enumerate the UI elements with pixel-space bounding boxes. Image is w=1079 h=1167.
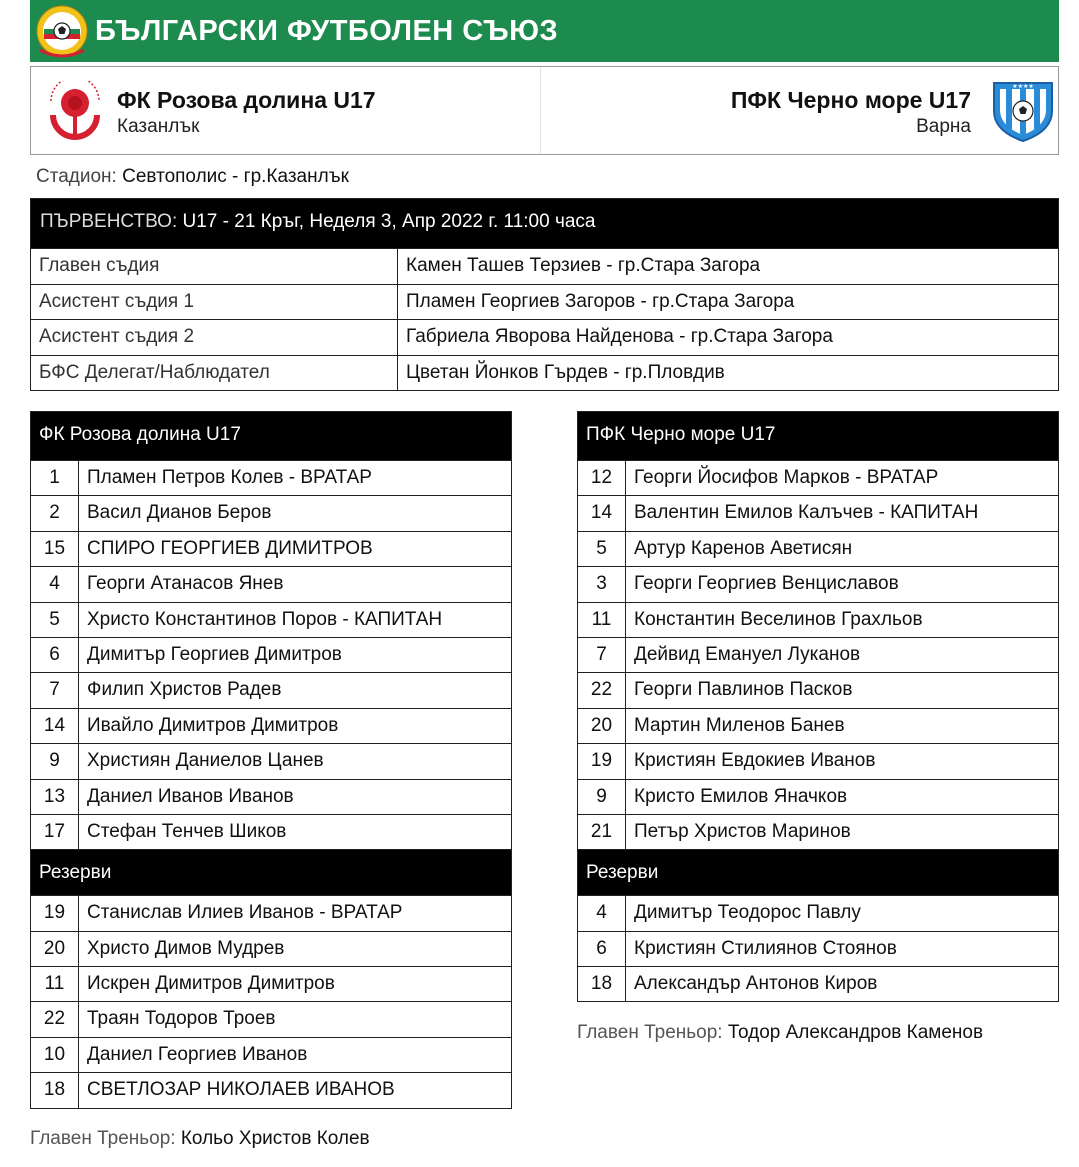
player-number: 4 xyxy=(578,896,626,930)
player-row xyxy=(578,672,1058,707)
player-number: 5 xyxy=(31,603,79,637)
home-team-crest-icon xyxy=(47,81,103,143)
player-name: Георги Йосифов Марков - ВРАТАР xyxy=(634,467,939,488)
player-row xyxy=(578,779,1058,814)
championship-value: U17 - 21 Кръг, Неделя 3, Апр 2022 г. 11:00 часа xyxy=(182,211,596,232)
player-name: Мартин Миленов Банев xyxy=(634,714,845,736)
bfs-logo-icon xyxy=(36,4,88,58)
player-name: Кристо Емилов Яначков xyxy=(634,785,848,807)
player-row xyxy=(578,531,1058,566)
player-number: 13 xyxy=(31,780,79,814)
official-name: Габриела Яворова Найденова - гр.Стара Загора xyxy=(406,326,833,347)
player-row xyxy=(31,531,511,566)
player-name: Стефан Тенчев Шиков xyxy=(87,820,287,842)
player-row xyxy=(31,495,511,530)
player-number: 3 xyxy=(578,567,626,601)
championship-header xyxy=(31,199,1058,248)
player-name: Васил Дианов Беров xyxy=(87,502,272,524)
official-row xyxy=(31,319,1058,355)
player-row xyxy=(31,566,511,601)
player-row xyxy=(31,672,511,707)
player-row xyxy=(31,637,511,672)
away-lineup-title: ПФК Черно море U17 xyxy=(578,412,1058,460)
player-name: Кристиян Стилиянов Стоянов xyxy=(634,937,897,959)
home-coach-line xyxy=(30,1128,370,1150)
player-name: Константин Веселинов Грахльов xyxy=(634,608,923,630)
player-name: Искрен Димитров Димитров xyxy=(87,973,335,995)
player-number: 11 xyxy=(31,967,79,1001)
reserve-row xyxy=(578,931,1058,966)
player-number: 6 xyxy=(31,638,79,672)
championship-label: ПЪРВЕНСТВО: xyxy=(40,211,178,232)
stadium-line xyxy=(36,166,349,188)
player-name: Георги Атанасов Янев xyxy=(87,573,284,595)
player-number: 14 xyxy=(31,709,79,743)
player-row xyxy=(578,814,1058,849)
player-name: СПИРО ГЕОРГИЕВ ДИМИТРОВ xyxy=(87,537,373,559)
player-row xyxy=(578,566,1058,601)
player-name: Георги Павлинов Пасков xyxy=(634,679,853,701)
player-number: 15 xyxy=(31,532,79,566)
officials-table xyxy=(30,198,1059,391)
player-name: СВЕТЛОЗАР НИКОЛАЕВ ИВАНОВ xyxy=(87,1079,395,1101)
home-reserves-header: Резерви xyxy=(31,849,511,895)
official-row xyxy=(31,355,1058,391)
reserve-row xyxy=(578,966,1058,1001)
player-name: Димитър Теодорос Павлу xyxy=(634,902,861,924)
away-team-block xyxy=(548,67,1058,154)
player-name: Пламен Петров Колев - ВРАТАР xyxy=(87,467,372,488)
player-name: Филип Христов Радев xyxy=(87,679,282,701)
reserve-row xyxy=(578,895,1058,930)
official-name: Пламен Георгиев Загоров - гр.Стара Загора xyxy=(406,290,795,312)
player-name: Даниел Иванов Иванов xyxy=(87,785,294,807)
player-number: 14 xyxy=(578,496,626,530)
player-number: 18 xyxy=(31,1073,79,1107)
home-team-name: ФК Розова долина U17 xyxy=(117,87,376,113)
home-lineup-table xyxy=(30,411,512,1109)
player-name: Артур Кaренов Аветисян xyxy=(634,537,853,559)
reserve-row xyxy=(31,1037,511,1072)
player-number: 22 xyxy=(31,1002,79,1036)
official-role: БФС Делегат/Наблюдател xyxy=(31,356,398,391)
coach-label: Главен Треньор: xyxy=(577,1022,723,1043)
teams-header xyxy=(30,66,1059,155)
player-row xyxy=(578,637,1058,672)
player-number: 2 xyxy=(31,496,79,530)
player-row xyxy=(31,460,511,495)
player-number: 21 xyxy=(578,815,626,849)
player-name: Александър Антонов Киров xyxy=(634,973,878,995)
player-number: 22 xyxy=(578,673,626,707)
player-row xyxy=(578,602,1058,637)
home-team-city: Казанлък xyxy=(117,116,200,137)
player-name: Георги Георгиев Венциславов xyxy=(634,573,899,595)
player-name: Траян Тодоров Троев xyxy=(87,1008,276,1030)
reserve-row xyxy=(31,895,511,930)
away-lineup-table xyxy=(577,411,1059,1002)
player-name: Петър Христов Маринов xyxy=(634,820,851,842)
coach-name: Кольо Христов Колев xyxy=(180,1128,370,1149)
reserve-row xyxy=(31,966,511,1001)
player-number: 9 xyxy=(578,780,626,814)
player-name: Даниел Георгиев Иванов xyxy=(87,1043,308,1065)
player-row xyxy=(31,708,511,743)
away-coach-line xyxy=(577,1022,983,1044)
player-name: Христо Димов Мудрев xyxy=(87,937,285,959)
official-row xyxy=(31,284,1058,320)
player-number: 19 xyxy=(31,896,79,930)
official-row xyxy=(31,248,1058,284)
player-number: 7 xyxy=(31,673,79,707)
away-team-crest-icon xyxy=(988,77,1058,143)
player-number: 4 xyxy=(31,567,79,601)
reserve-row xyxy=(31,1001,511,1036)
player-number: 5 xyxy=(578,532,626,566)
reserve-row xyxy=(31,931,511,966)
official-name: Цветан Йонков Гърдев - гр.Пловдив xyxy=(406,361,725,383)
official-role: Главен съдия xyxy=(31,249,398,284)
player-row xyxy=(31,602,511,637)
coach-name: Тодор Александров Каменов xyxy=(727,1022,984,1043)
player-number: 20 xyxy=(31,932,79,966)
away-team-city: Варна xyxy=(916,116,971,137)
player-row xyxy=(578,460,1058,495)
federation-title: БЪЛГАРСКИ ФУТБОЛЕН СЪЮЗ xyxy=(95,15,559,47)
player-name: Станислав Илиев Иванов - ВРАТАР xyxy=(87,902,403,924)
player-number: 9 xyxy=(31,744,79,778)
player-number: 6 xyxy=(578,932,626,966)
player-name: Димитър Георгиев Димитров xyxy=(87,643,342,665)
player-number: 7 xyxy=(578,638,626,672)
official-role: Асистент съдия 2 xyxy=(31,320,398,355)
player-number: 1 xyxy=(31,461,79,495)
player-number: 17 xyxy=(31,815,79,849)
player-name: Валентин Емилов Калъчев - КАПИТАН xyxy=(634,502,979,524)
player-name: Дейвид Емануел Луканов xyxy=(634,643,861,665)
player-name: Ивайло Димитров Димитров xyxy=(87,714,339,736)
home-lineup-title: ФК Розова долина U17 xyxy=(31,412,511,460)
player-name: Християн Даниелов Цанев xyxy=(87,750,324,772)
player-row xyxy=(31,743,511,778)
official-role: Асистент съдия 1 xyxy=(31,285,398,320)
player-number: 11 xyxy=(578,603,626,637)
stadium-label: Стадион: xyxy=(36,166,117,187)
coach-label: Главен Треньор: xyxy=(30,1128,176,1149)
away-reserves-header: Резерви xyxy=(578,849,1058,895)
player-row xyxy=(31,814,511,849)
stadium-value: Севтополис - гр.Казанлък xyxy=(122,166,349,187)
svg-text:★★★★: ★★★★ xyxy=(1012,83,1034,90)
player-row xyxy=(578,708,1058,743)
player-row xyxy=(31,779,511,814)
player-number: 18 xyxy=(578,967,626,1001)
player-number: 10 xyxy=(31,1038,79,1072)
reserve-row xyxy=(31,1072,511,1107)
player-row xyxy=(578,743,1058,778)
player-number: 19 xyxy=(578,744,626,778)
player-name: Кристиян Евдокиев Иванов xyxy=(634,750,876,772)
player-row xyxy=(578,495,1058,530)
away-team-name: ПФК Черно море U17 xyxy=(730,87,971,113)
player-name: Христо Константинов Поров - КАПИТАН xyxy=(87,608,443,630)
player-number: 12 xyxy=(578,461,626,495)
official-name: Камен Ташев Терзиев - гр.Стара Загора xyxy=(406,255,761,276)
home-team-block xyxy=(31,67,541,154)
player-number: 20 xyxy=(578,709,626,743)
